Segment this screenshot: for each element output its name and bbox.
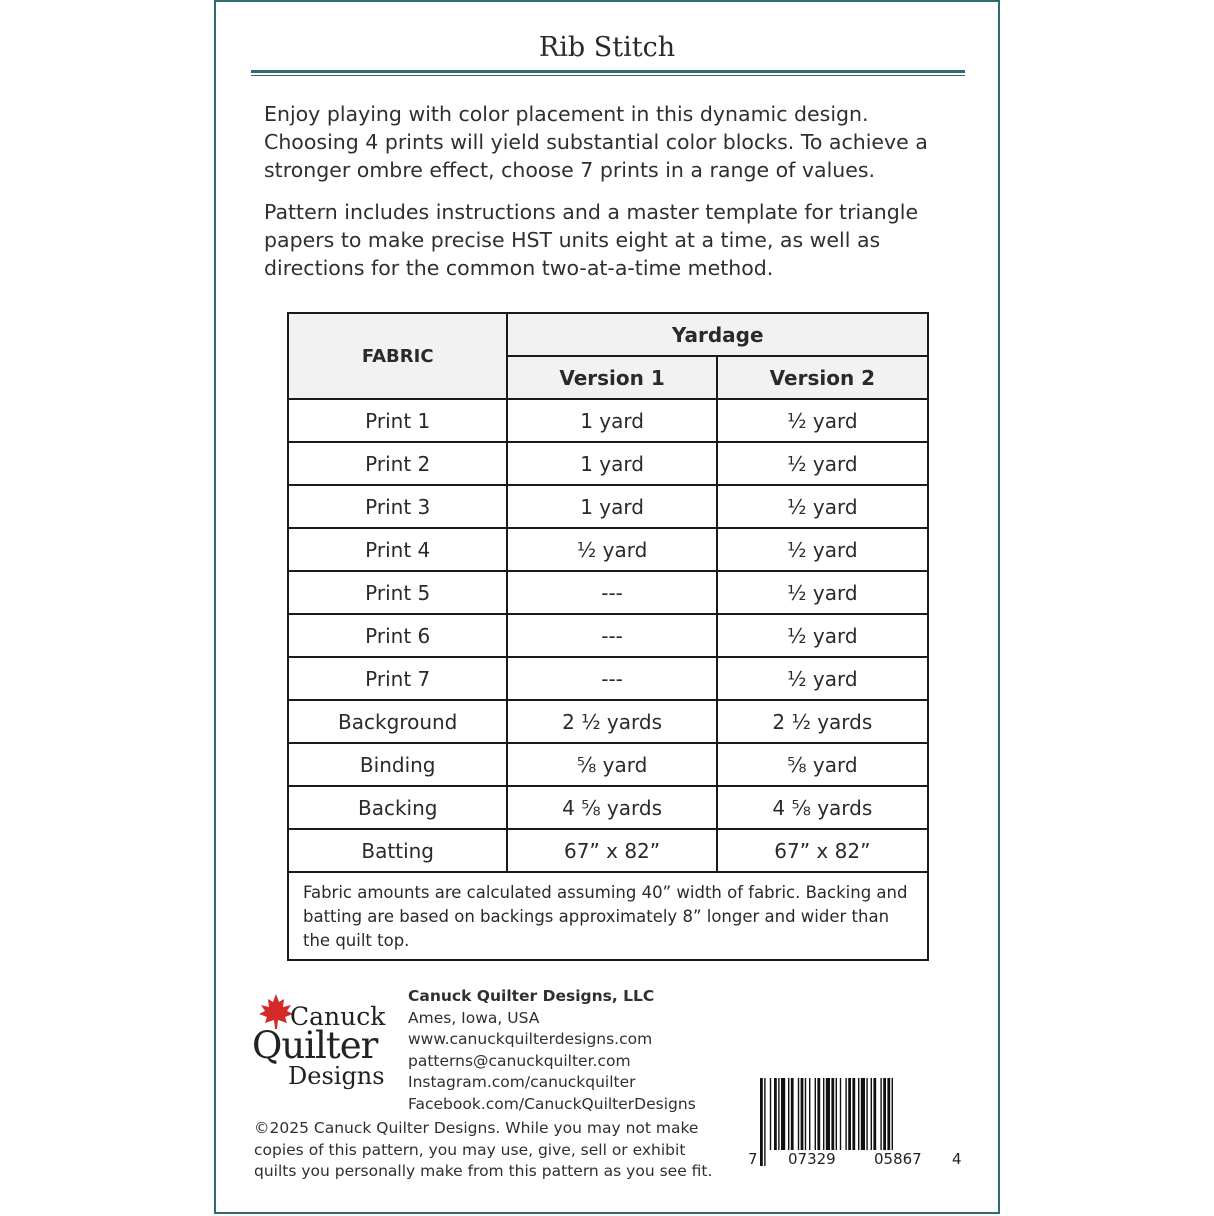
barcode-bar xyxy=(852,1078,855,1150)
version2-cell: ½ yard xyxy=(717,571,928,614)
table-note-row xyxy=(288,872,928,960)
version2-cell: 2 ½ yards xyxy=(717,700,928,743)
version1-cell: 1 yard xyxy=(507,442,716,485)
version2-cell: ½ yard xyxy=(717,399,928,442)
fabric-cell: Background xyxy=(288,700,507,743)
version1-cell: 2 ½ yards xyxy=(507,700,716,743)
version2-cell: 67” x 82” xyxy=(717,829,928,872)
barcode-bar xyxy=(845,1078,846,1150)
table-row xyxy=(288,829,928,872)
title-rule-thin xyxy=(251,75,965,76)
table-row xyxy=(288,786,928,829)
barcode-group-1: 07329 xyxy=(788,1150,836,1168)
table-row xyxy=(288,614,928,657)
fabric-cell: Print 4 xyxy=(288,528,507,571)
barcode-bar xyxy=(815,1078,816,1150)
contact-block xyxy=(408,986,696,1115)
barcode-bar xyxy=(778,1078,779,1150)
logo-word-quilter: Quilter xyxy=(252,1024,378,1067)
fabric-cell: Backing xyxy=(288,786,507,829)
barcode-digits xyxy=(746,1150,964,1172)
intro-paragraph-2: Pattern includes instructions and a master template for triangle papers to make precise HST units eight at a time, as well as directions for the common two-at-a-time method. xyxy=(264,200,919,280)
version1-cell: ½ yard xyxy=(507,528,716,571)
fabric-cell: Binding xyxy=(288,743,507,786)
barcode-bar xyxy=(836,1078,837,1150)
email-link[interactable]: patterns@canuckquilter.com xyxy=(408,1051,631,1070)
instagram-link[interactable]: Instagram.com/canuckquilter xyxy=(408,1073,636,1091)
facebook-link[interactable]: Facebook.com/CanuckQuilterDesigns xyxy=(408,1094,696,1113)
fabric-cell: Print 6 xyxy=(288,614,507,657)
version2-cell: ½ yard xyxy=(717,485,928,528)
barcode-bar xyxy=(791,1078,794,1150)
barcode-bar xyxy=(805,1078,806,1150)
table-row xyxy=(288,485,928,528)
version1-cell: --- xyxy=(507,571,716,614)
table-row xyxy=(288,743,928,786)
table-row xyxy=(288,528,928,571)
version1-cell: 1 yard xyxy=(507,485,716,528)
barcode-bar xyxy=(861,1078,865,1150)
barcode-bar xyxy=(798,1078,799,1150)
barcode-bar xyxy=(858,1078,859,1150)
barcode-bar xyxy=(866,1078,867,1150)
yardage-header: Yardage xyxy=(507,313,928,356)
fabric-cell: Print 2 xyxy=(288,442,507,485)
version2-cell: ½ yard xyxy=(717,442,928,485)
fabric-cell: Print 1 xyxy=(288,399,507,442)
version1-cell: --- xyxy=(507,657,716,700)
table-row xyxy=(288,571,928,614)
barcode-bar xyxy=(848,1078,851,1150)
pattern-title: Rib Stitch xyxy=(538,32,676,63)
version1-header: Version 1 xyxy=(507,356,716,399)
table-row xyxy=(288,700,928,743)
intro-paragraph-1: Enjoy playing with color placement in this dynamic design. Choosing 4 prints will yield substantial color blocks. To achieve a stronger ombre effect, choose 7 prints in a range of values. xyxy=(264,102,928,182)
version2-cell: ½ yard xyxy=(717,614,928,657)
version2-cell: 4 ⅝ yards xyxy=(717,786,928,829)
barcode-bar xyxy=(774,1078,777,1150)
barcode-bar xyxy=(871,1078,872,1150)
table-note: Fabric amounts are calculated assuming 40” width of fabric. Backing and batting are based on backings approximately 8” longer and wider than the quilt top. xyxy=(288,872,928,960)
copyright-notice: ©2025 Canuck Quilter Designs. While you may not make copies of this pattern, you may use, give, sell or exhibit quilts you personally make from this pattern as you see fit. xyxy=(254,1119,713,1180)
title-rule-thick xyxy=(251,70,965,73)
barcode-bar xyxy=(840,1078,841,1150)
barcode-bar xyxy=(770,1078,771,1150)
barcode-bar xyxy=(801,1078,804,1150)
version1-cell: 4 ⅝ yards xyxy=(507,786,716,829)
barcode-bar xyxy=(781,1078,785,1150)
fabric-cell: Print 7 xyxy=(288,657,507,700)
barcode-bar xyxy=(883,1078,886,1150)
pattern-back-cover xyxy=(214,0,1000,1214)
company-name: Canuck Quilter Designs, LLC xyxy=(408,987,655,1005)
table-row xyxy=(288,399,928,442)
barcode-bar xyxy=(880,1078,881,1150)
barcode-digit-first: 7 xyxy=(748,1150,758,1168)
version1-cell: 1 yard xyxy=(507,399,716,442)
barcode-group-2: 05867 xyxy=(874,1150,922,1168)
barcode-digit-last: 4 xyxy=(952,1150,962,1168)
fabric-cell: Batting xyxy=(288,829,507,872)
version1-cell: 67” x 82” xyxy=(507,829,716,872)
version1-cell: ⅝ yard xyxy=(507,743,716,786)
version2-cell: ⅝ yard xyxy=(717,743,928,786)
company-location: Ames, Iowa, USA xyxy=(408,1008,540,1027)
version2-cell: ½ yard xyxy=(717,528,928,571)
barcode-bar xyxy=(809,1078,810,1150)
yardage-table xyxy=(287,312,929,961)
barcode-bar xyxy=(823,1078,824,1150)
version2-header: Version 2 xyxy=(717,356,928,399)
fabric-cell: Print 5 xyxy=(288,571,507,614)
website-link[interactable]: www.canuckquilterdesigns.com xyxy=(408,1030,653,1048)
version1-cell: --- xyxy=(507,614,716,657)
fabric-column-header: FABRIC xyxy=(288,313,507,399)
barcode-bar xyxy=(873,1078,876,1150)
barcode-bar xyxy=(817,1078,820,1150)
table-row xyxy=(288,657,928,700)
version2-cell: ½ yard xyxy=(717,657,928,700)
barcode-bar xyxy=(788,1078,789,1150)
company-logo xyxy=(252,992,392,1088)
logo-word-designs: Designs xyxy=(288,1062,385,1090)
fabric-cell: Print 3 xyxy=(288,485,507,528)
logo-word-canuck: Canuck xyxy=(290,1002,386,1031)
table-row xyxy=(288,442,928,485)
